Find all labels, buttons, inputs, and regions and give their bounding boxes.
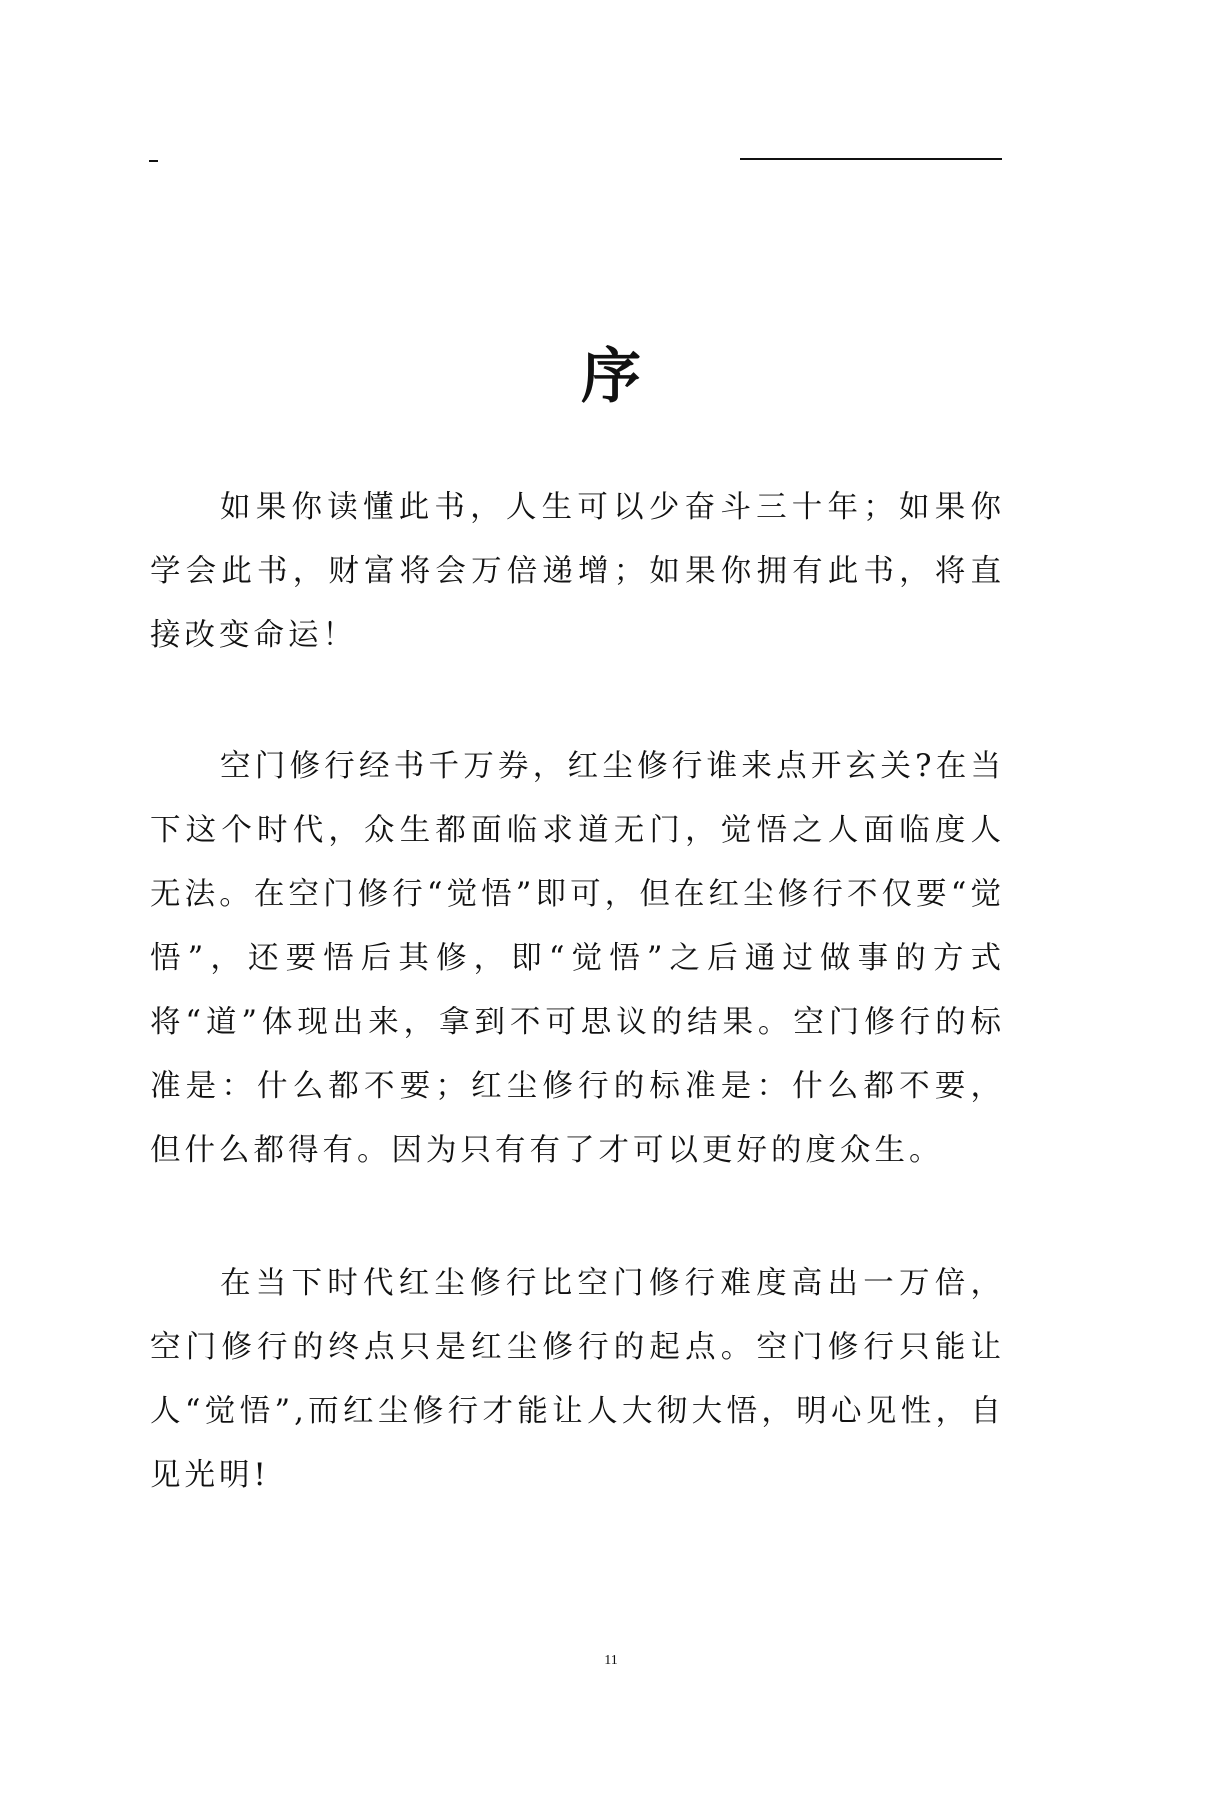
chapter-title: 序 [581,342,641,413]
preface-paragraph-2: 空门修行经书千万券，红尘修行谁来点开玄关?在当下这个时代，众生都面临求道无门，觉悟之人面临度人无法。在空门修行“觉悟”即可，但在红尘修行不仅要“觉悟”，还要悟后其修，即“觉悟”之后通过做事的方式将“道”体现出来，拿到不可思议的结果。空门修行的标准是：什么都不要；红尘修行的标准是：什么都不要，但什么都得有。因为只有有了才可以更好的度众生。 [150,749,1005,1168]
header-rule-right [740,158,1002,160]
header-rule-left [149,160,158,162]
preface-paragraph-1: 如果你读懂此书，人生可以少奋斗三十年；如果你学会此书，财富将会万倍递增；如果你拥有此书，将直接改变命运！ [150,490,1005,653]
preface-paragraph-3: 在当下时代红尘修行比空门修行难度高出一万倍，空门修行的终点只是红尘修行的起点。空门修行只能让人“觉悟”,而红尘修行才能让人大彻大悟，明心见性，自见光明! [150,1266,1005,1493]
page-number: 11 [604,1653,618,1668]
